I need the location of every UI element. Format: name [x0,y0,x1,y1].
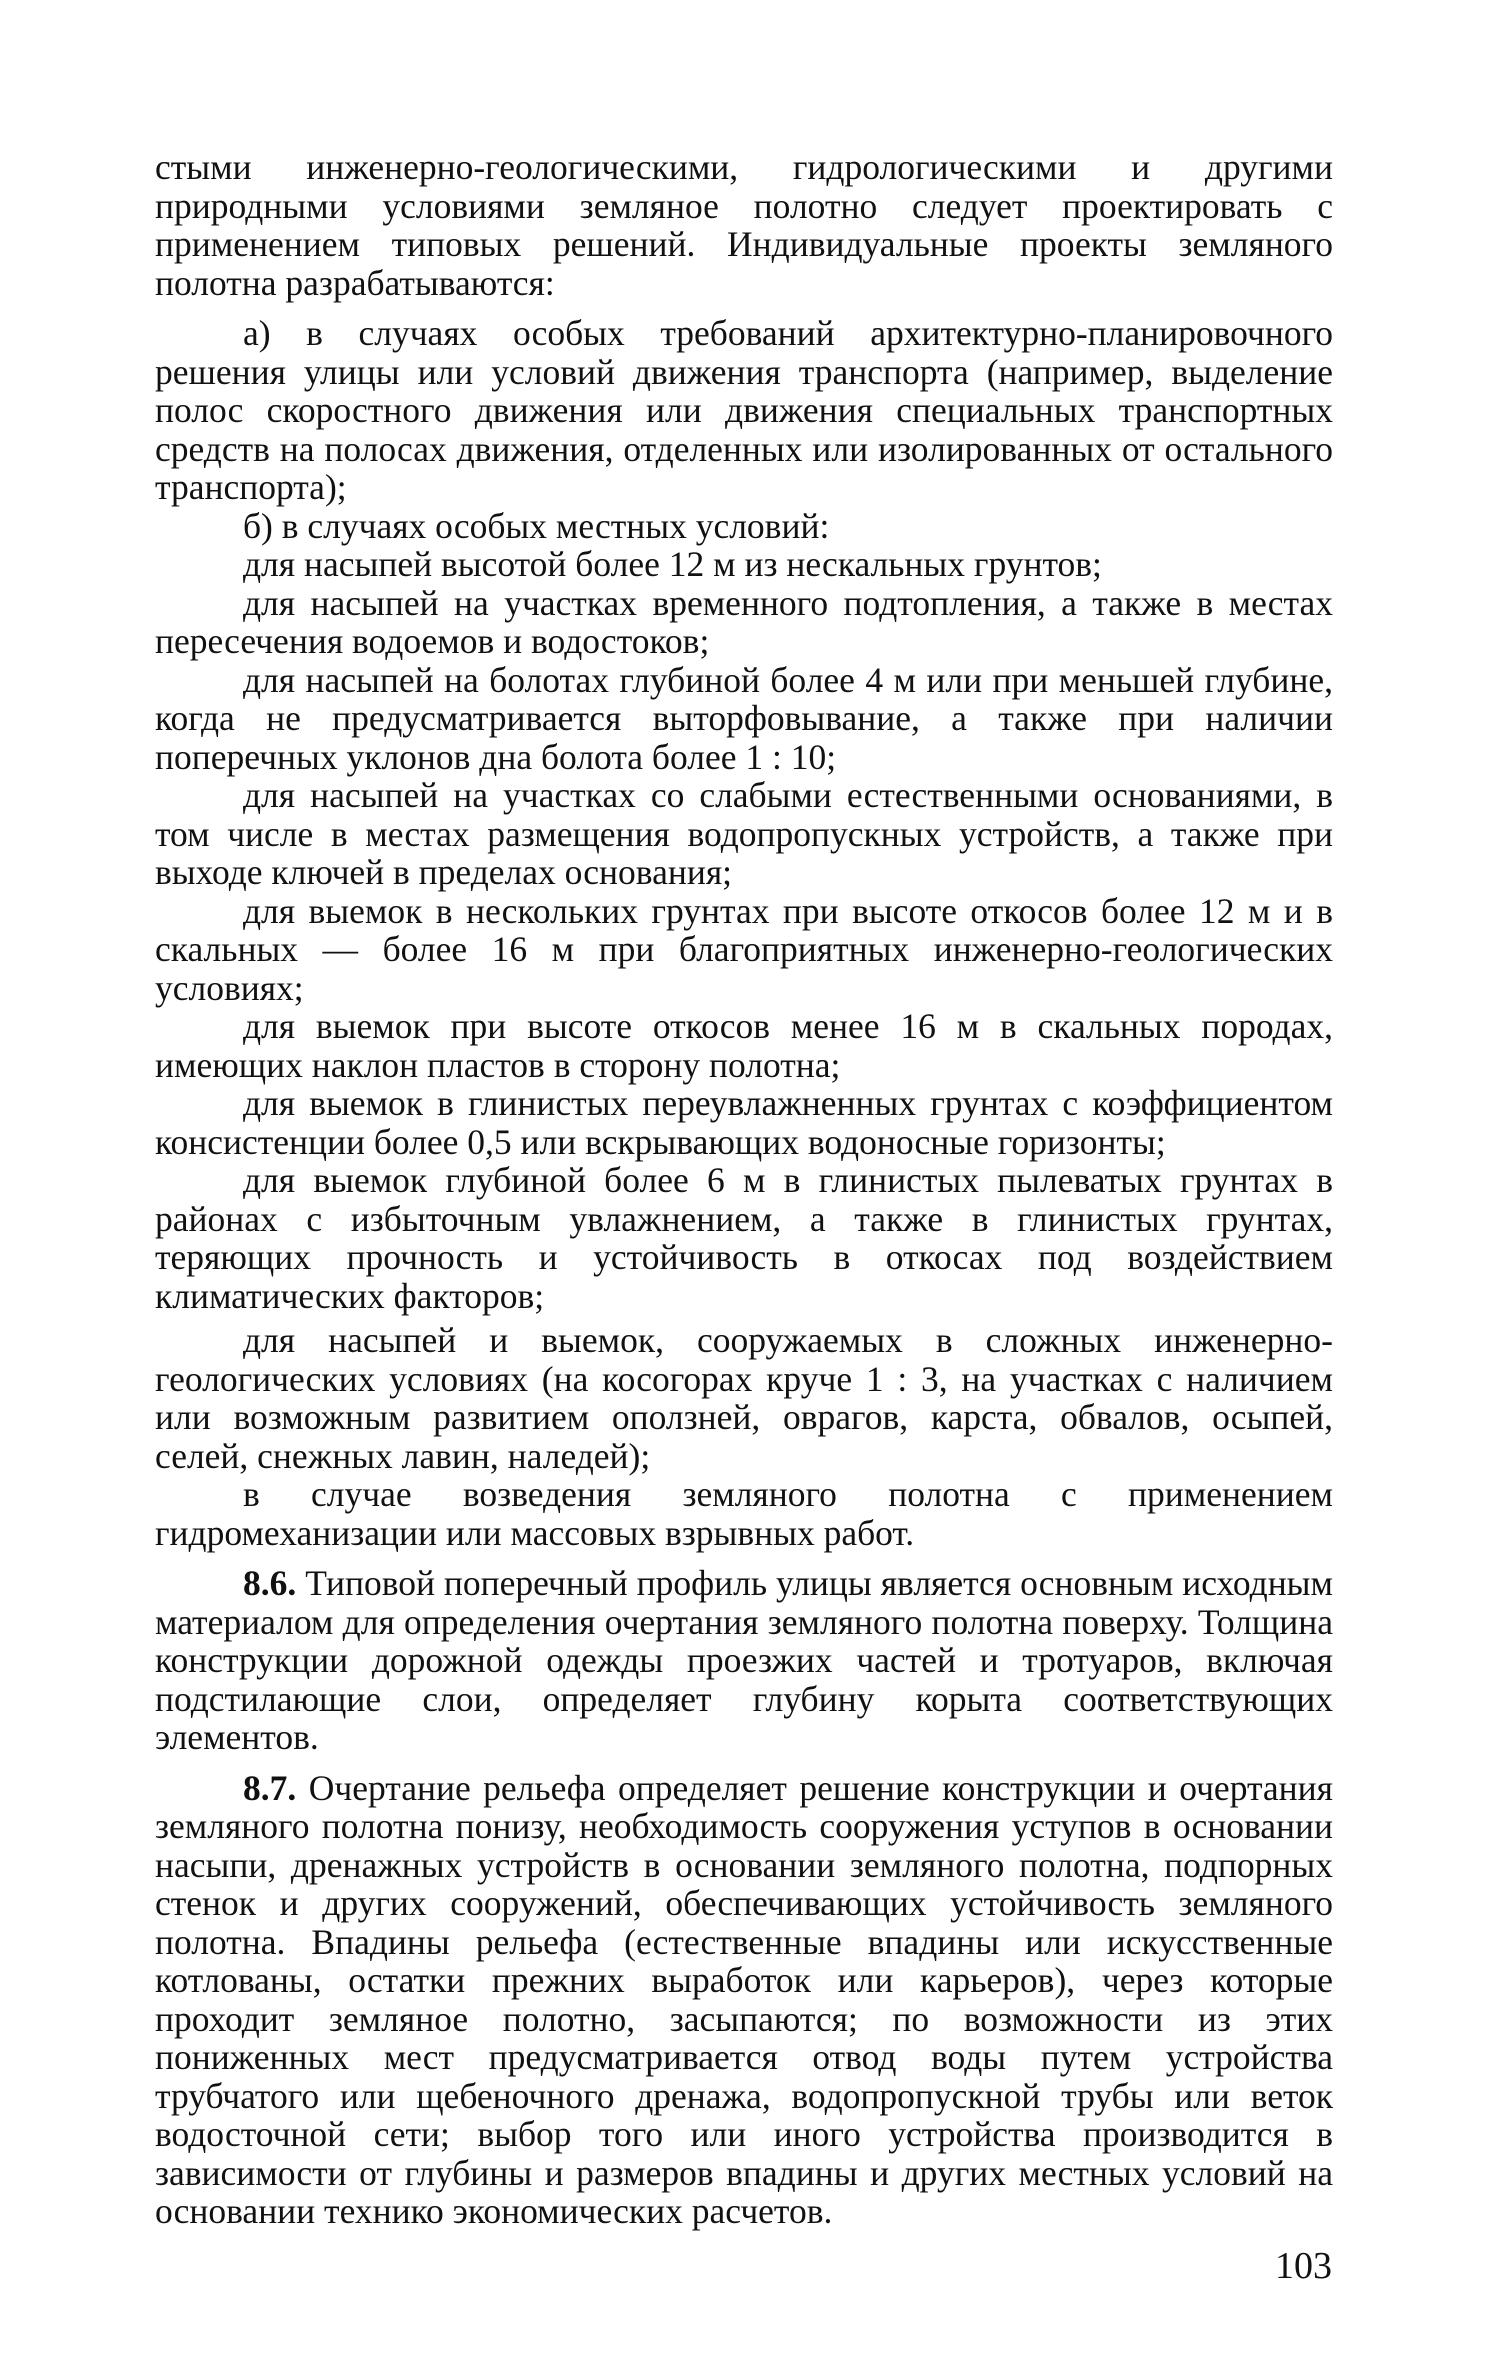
condition-item: в случае возведения земляного полотна с применением гидромеханизации или массовых взрывных работ. [155,1474,1333,1553]
condition-item: для насыпей высотой более 12 м из нескальных грунтов; [243,544,1102,584]
item-a-paragraph: а) в случаях особых требований архитектурно-планировочного решения улицы или условий движения транспорта (например, выделение полос скоростного движения или движения специальных транспортных средств на полосах движения, отделенных или изолированных от остального транспорта); [155,313,1333,507]
intro-paragraph: стыми инженерно-геологическими, гидрологическими и другими природными условиями земляное полотно следует проектировать с применением типовых решений. Индивидуальные проекты земляного полотна разрабатываются: [155,147,1333,303]
condition-item: для насыпей на участках временного подтопления, а также в местах пересечения водоемов и водостоков; [155,582,1333,661]
section-8-7-paragraph [155,1769,1333,2231]
section-8-7-text: Очертание рельефа определяет решение конструкции и очертания земляного полотна понизу, необходимость сооружения уступов в основании насыпи, дренажных устройств в основании земляного полотна, подпорных стенок и других сооружений, обеспечивающих устойчивость земляного полотна. Впадины рельефа (естественные впадины или искусственные котлованы, остатки прежних выработок или карьеров), через которые проходит земляное полотно, засыпаются; по возможности из этих пониженных мест предусматривается отвод воды путем устройства трубчатого или щебеночного дренажа, водопропускной трубы или веток водосточной сети; выбор того или иного устройства производится в зависимости от глубины и размеров впадины и других местных условий на основании технико экономических расчетов. [155,1767,1334,2231]
page-body [155,148,1333,2231]
condition-item: для выемок глубиной более 6 м в глинистых пылеватых грунтах в районах с избыточным увлажнением, а также в глинистых грунтах, теряющих прочность и устойчивость в откосах под воздействием климатических факторов; [155,1160,1333,1316]
section-8-6-number: 8.6. [243,1563,297,1603]
condition-item: для выемок в глинистых переувлажненных грунтах с коэффициентом консистенции более 0,5 или вскрывающих водоносные горизонты; [155,1083,1333,1162]
condition-item: для насыпей на участках со слабыми естественными основаниями, в том числе в местах размещения водопропускных устройств, а также при выходе ключей в пределах основания; [155,775,1333,892]
section-8-6-text: Типовой поперечный профиль улицы является основным исходным материалом для определения очертания земляного полотна поверху. Толщина конструкции дорожной одежды проезжих частей и тротуаров, включая подстилающие слои, определяет глубину корыта соответствующих элементов. [155,1563,1334,1757]
page-number: 103 [1275,2245,1332,2287]
section-8-6-paragraph [155,1564,1333,1757]
condition-item: для насыпей на болотах глубиной более 4 м или при меньшей глубине, когда не предусматривается выторфовывание, а также при наличии поперечных уклонов дна болота более 1 : 10; [155,659,1333,777]
section-8-7-number: 8.7. [243,1767,297,1808]
item-b-paragraph: б) в случаях особых местных условий: [243,505,830,546]
condition-item: для насыпей и выемок, сооружаемых в сложных инженерно-геологических условиях (на косогорах круче 1 : 3, на участках с наличием или возможным развитием оползней, оврагов, карста, обвалов, осыпей, селей, снежных лавин, наледей); [155,1320,1333,1476]
condition-item: для выемок в нескольких грунтах при высоте откосов более 12 м и в скальных — более 16 м при благоприятных инженерно-геологических условиях; [155,890,1333,1008]
condition-item: для выемок при высоте откосов менее 16 м в скальных породах, имеющих наклон пластов в сторону полотна; [155,1006,1333,1085]
